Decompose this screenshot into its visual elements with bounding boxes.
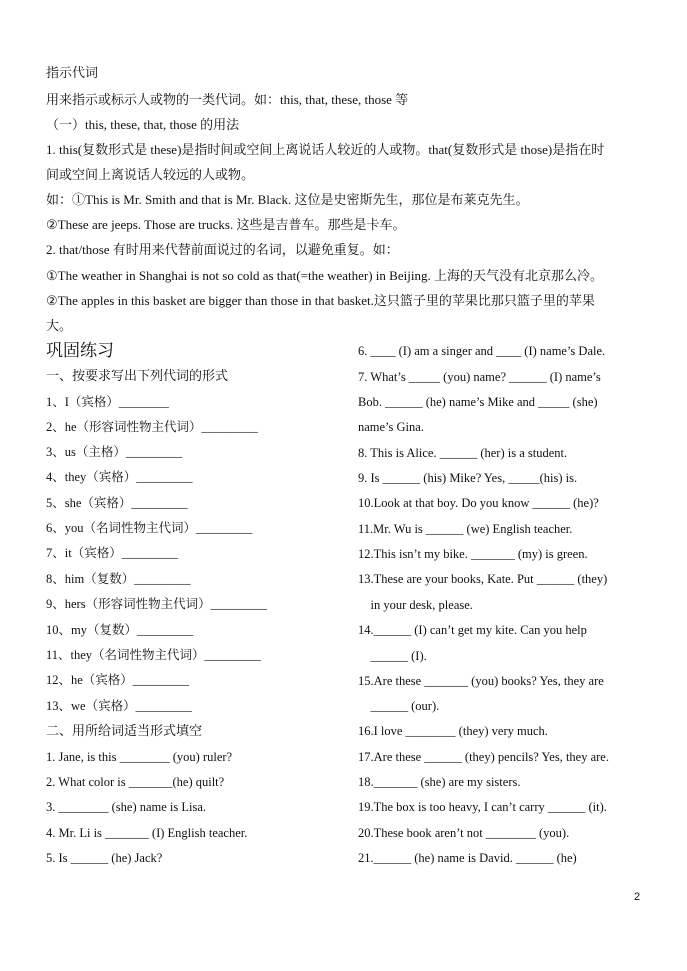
practice-heading: 巩固练习 xyxy=(46,341,114,360)
list-item: 13、we（宾格）_________ xyxy=(46,699,192,713)
section-title: 指示代词 xyxy=(46,65,99,80)
list-item: 7. What’s _____ (you) name? ______ (I) name’s xyxy=(358,370,601,384)
list-item: 5、she（宾格）_________ xyxy=(46,496,188,510)
part-1-heading: 一、按要求写出下列代词的形式 xyxy=(46,368,229,383)
list-item: 3. ________ (she) name is Lisa. xyxy=(46,800,207,814)
rule-1-line-2: 间或空间上离说话人较远的人或物。 xyxy=(46,167,255,182)
list-item: 21.______ (he) name is David. ______ (he) xyxy=(358,851,577,865)
list-item: 9. Is ______ (his) Mike? Yes, _____(his) is. xyxy=(358,471,578,485)
list-item: 5. Is ______ (he) Jack? xyxy=(46,851,163,865)
example-3: ①The weather in Shanghai is not so cold as that(=the weather) in Beijing. 上海的天气没有北京那么冷。 xyxy=(46,268,603,283)
list-item: ______ (our). xyxy=(358,699,440,713)
list-item: 2. What color is _______(he) quilt? xyxy=(46,775,225,789)
list-item: in your desk, please. xyxy=(358,598,473,612)
list-item: Bob. ______ (he) name’s Mike and _____ (she) xyxy=(358,395,598,409)
rule-1-line-1: 1. this(复数形式是 these)是指时间或空间上离说话人较近的人或物。that(复数形式是 those)是指在时 xyxy=(46,142,605,157)
list-item: 1. Jane, is this ________ (you) ruler? xyxy=(46,750,233,764)
list-item: 11.Mr. Wu is ______ (we) English teacher. xyxy=(358,522,573,536)
definition-text: 用来指示或标示人或物的一类代词。如：this, that, these, those 等 xyxy=(46,92,409,107)
list-item: 20.These book aren’t not ________ (you). xyxy=(358,826,570,840)
list-item: 14.______ (I) can’t get my kite. Can you help xyxy=(358,623,587,637)
list-item: 16.I love ________ (they) very much. xyxy=(358,724,548,738)
list-item: 4. Mr. Li is _______ (I) English teacher. xyxy=(46,826,248,840)
list-item: 1、I（宾格）________ xyxy=(46,395,169,409)
list-item: 8. This is Alice. ______ (her) is a student. xyxy=(358,446,568,460)
list-item: 17.Are these ______ (they) pencils? Yes, they are. xyxy=(358,750,609,764)
list-item: 6、you（名词性物主代词）_________ xyxy=(46,521,253,535)
example-1: 如：①This is Mr. Smith and that is Mr. Black. 这位是史密斯先生，那位是布莱克先生。 xyxy=(46,192,529,207)
list-item: 10、my（复数）_________ xyxy=(46,623,194,637)
list-item: 10.Look at that boy. Do you know ______ (he)? xyxy=(358,496,599,510)
rule-2: 2. that/those 有时用来代替前面说过的名词，以避免重复。如： xyxy=(46,242,399,257)
page-number: 2 xyxy=(634,891,641,903)
list-item: 12、he（宾格）_________ xyxy=(46,673,190,687)
example-4-line-1: ②The apples in this basket are bigger than those in that basket.这只篮子里的苹果比那只篮子里的苹果 xyxy=(46,293,595,308)
subsection-title: （一）this, these, that, those 的用法 xyxy=(46,117,240,132)
part-2-heading: 二、用所给词适当形式填空 xyxy=(46,723,203,738)
list-item: 19.The box is too heavy, I can’t carry ______ (it). xyxy=(358,800,607,814)
list-item: 8、him（复数）_________ xyxy=(46,572,191,586)
list-item: 2、he（形容词性物主代词）_________ xyxy=(46,420,258,434)
example-2: ②These are jeeps. Those are trucks. 这些是吉普车。那些是卡车。 xyxy=(46,217,406,232)
list-item: 11、they（名词性物主代词）_________ xyxy=(46,648,261,662)
list-item: 6. ____ (I) am a singer and ____ (I) name’s Dale. xyxy=(358,344,606,358)
list-item: name’s Gina. xyxy=(358,420,424,434)
list-item: 13.These are your books, Kate. Put ______ (they) xyxy=(358,572,608,586)
list-item: 12.This isn’t my bike. _______ (my) is green. xyxy=(358,547,588,561)
list-item: 18._______ (she) are my sisters. xyxy=(358,775,521,789)
list-item: 3、us（主格）_________ xyxy=(46,445,183,459)
list-item: 15.Are these _______ (you) books? Yes, they are xyxy=(358,674,604,688)
list-item: 4、they（宾格）_________ xyxy=(46,470,193,484)
list-item: 7、it（宾格）_________ xyxy=(46,546,178,560)
list-item: ______ (I). xyxy=(358,649,427,663)
list-item: 9、hers（形容词性物主代词）_________ xyxy=(46,597,267,611)
example-4-line-2: 大。 xyxy=(46,318,73,333)
